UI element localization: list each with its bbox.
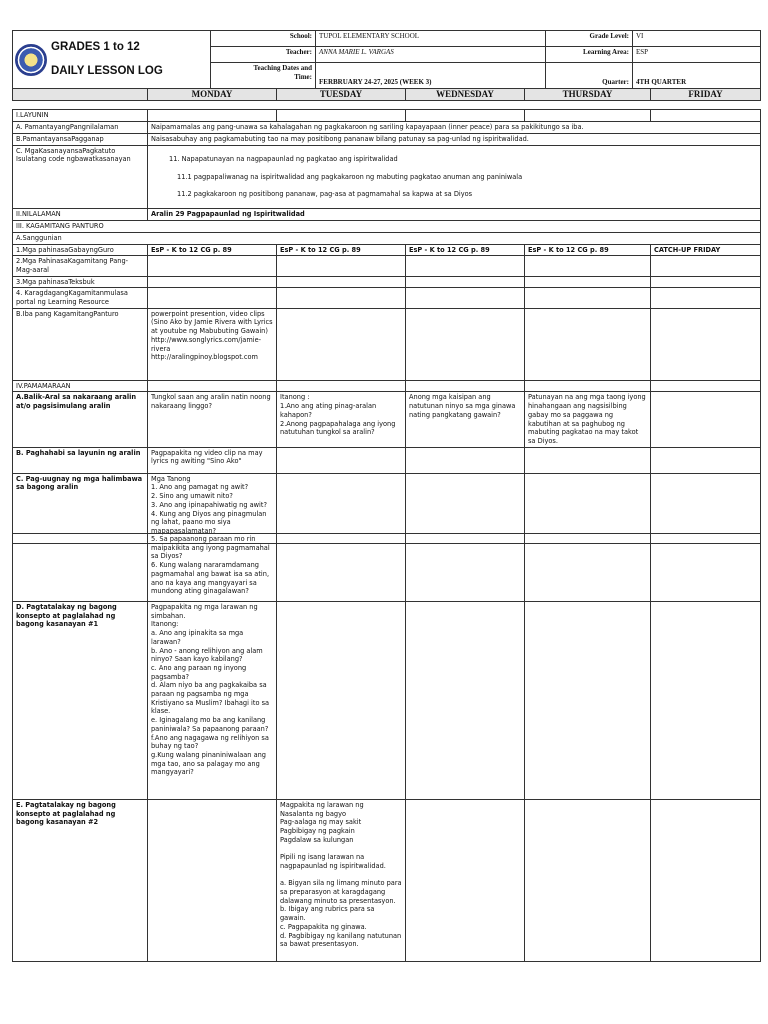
lesson-log-page-1 [12, 30, 760, 544]
balik-aral-monday: Tungkol saan ang aralin natin noong nakaraang linggo? [148, 392, 277, 447]
pamantayang-pangnilalaman-label: A. PamantayangPangnilalaman [13, 122, 148, 134]
iba-kagamitan-label: B.Iba pang KagamitangPanturo [13, 308, 148, 380]
karagdagang-kagamitan-label: 4. KaragdagangKagamitanmulasa portal ng Learning Resource [13, 288, 148, 308]
school-value: TUPOL ELEMENTARY SCHOOL [316, 31, 546, 47]
layunin-heading: I.LAYUNIN [13, 110, 148, 122]
learning-area-value: ESP [633, 46, 761, 62]
lesson-table-2 [12, 533, 761, 962]
teacher-label: Teacher: [211, 46, 316, 62]
pag-uugnay-monday: Mga Tanong 1. Ano ang pamagat ng awit? 2. Sino ang umawit nito? 3. Ano ang ipinapahiwatig ng awit? 4. Kung ang Diyos ang pinagmulan ng lahat, paano mo siya mapapasalamatan? [148, 473, 277, 543]
kasanayan-line-2: 11.1 pagpapaliwanag na ispiritwalidad ang pagkakaroon ng mabuting pagkatao anuman ang paniniwala [177, 172, 523, 181]
deped-seal-icon [15, 44, 47, 76]
gabay-cell-tuesday: EsP - K to 12 CG p. 89 [277, 244, 406, 256]
pamantayang-pangnilalaman-text: Naipamamalas ang pang-unawa sa kahalagahan ng pagkakaroon ng sariling kapayapaan (inner peace) para sa pakikitungo sa iba. [148, 122, 761, 134]
lesson-log-page-2 [12, 533, 760, 962]
day-header-wednesday: WEDNESDAY [406, 89, 525, 101]
pamantayan-pagganap-label: B.PamantayansaPagganap [13, 133, 148, 145]
lesson-table-1 [12, 109, 761, 543]
school-label: School: [211, 31, 316, 47]
gabay-cell-wednesday: EsP - K to 12 CG p. 89 [406, 244, 525, 256]
pagtatalakay-1-label: D. Pagtatalakay ng bagong konsepto at paglalahad ng bagong kasanayan #1 [13, 602, 148, 800]
nilalaman-label: II.NILALAMAN [13, 209, 148, 221]
title-line1: GRADES 1 to 12 [51, 41, 140, 54]
pag-uugnay-label: C. Pag-uugnay ng mga halimbawa sa bagong aralin [13, 473, 148, 543]
balik-aral-friday [651, 392, 761, 447]
day-header-tuesday: TUESDAY [277, 89, 406, 101]
balik-aral-label: A.Balik-Aral sa nakaraang aralin at/o pagsisimulang aralin [13, 392, 148, 447]
quarter-label: Quarter: [546, 62, 633, 89]
nilalaman-text: Aralin 29 Pagpapaunlad ng Ispiritwalidad [148, 209, 761, 221]
pagtatalakay-1-monday: Pagpapakita ng mga larawan ng simbahan. Itanong: a. Ano ang ipinakita sa mga larawan? b. Ano - anong relihiyon ang alam ninyo? Saan kayo kabilang? c. Ano ang paraan ng inyong pagsamba? d. Alam niyo ba ang pagkakaiba sa paraan ng pagsamba ng mga Kristiyano sa Muslim? Ibahagi ito sa klase. e. Iginagalang mo ba ang kanilang paniniwala? Sa papaanong paraan? f.Ano ang nagagawa ng relihiyon sa buhay ng tao? g.Kung walang pinaniniwalaan ang mga tao, ano sa palagay mo ang mangyayari? [148, 602, 277, 800]
kagamitan-heading: III. KAGAMITANG PANTURO [13, 221, 761, 233]
grade-level-label: Grade Level: [546, 31, 633, 47]
header-table [12, 30, 761, 89]
pag-uugnay-continued-label [13, 534, 148, 602]
day-header-friday: FRIDAY [651, 89, 761, 101]
gabay-cell-monday: EsP - K to 12 CG p. 89 [148, 244, 277, 256]
corner-cell [13, 89, 148, 101]
title-line2: DAILY LESSON LOG [51, 65, 163, 78]
pang-mag-aaral-label: 2.Mga PahinasaKagamitang Pang-Mag-aaral [13, 256, 148, 276]
learning-area-label: Learning Area: [546, 46, 633, 62]
pamantayan-pagganap-text: Naisasabuhay ang pagkamabuting tao na may positibong pananaw bilang patunay sa pag-unlad ng ispiritwalidad. [148, 133, 761, 145]
grade-level-value: VI [633, 31, 761, 47]
pagtatalakay-2-tuesday: Magpakita ng larawan ng Nasalanta ng bagyo Pag-aalaga ng may sakit Pagbibigay ng pagkain Pagdalaw sa kulungan Pipili ng isang larawan na nagpapaunlad ng ispiritwalidad. a. Bigyan sila ng limang minuto para sa preparasyon at karagdagang dalawang minuto sa presentasyon. b. Ibigay ang rubrics para sa gawain. c. Pagpapakita ng ginawa. d. Pagbibigay ng kanilang natutunan sa bawat presentasyon. [277, 800, 406, 962]
sanggunian-heading: A.Sanggunian [13, 232, 761, 244]
kasanayan-label: C. MgaKasanayansaPagkatuto Isulatang code ngbawatkasanayan [13, 145, 148, 209]
kasanayan-line-3: 11.2 pagkakaroon ng positibong pananaw, pag-asa at pagmamahal sa kapwa at sa Diyos [177, 190, 473, 199]
gabay-cell-friday: CATCH-UP FRIDAY [651, 244, 761, 256]
pagtatalakay-2-label: E. Pagtatalakay ng bagong konsepto at paglalahad ng bagong kasanayan #2 [13, 800, 148, 962]
day-header-thursday: THURSDAY [525, 89, 651, 101]
teacher-value: ANNA MARIE L. VARGAS [316, 46, 546, 62]
teaching-dates-label: Teaching Dates and Time: [211, 62, 316, 89]
title-block [13, 31, 211, 89]
iba-kagamitan-monday: powerpoint presention, video clips (Sino Ako by Jamie Rivera with Lyrics at youtube ng Mabubuting Gawain) http://www.songlyrics.com/jamie-rivera http://aralingpinoy.blogspot.com [148, 308, 277, 380]
gabay-cell-thursday: EsP - K to 12 CG p. 89 [525, 244, 651, 256]
teksbuk-label: 3.Mga pahinasaTeksbuk [13, 276, 148, 288]
balik-aral-tuesday: Itanong : 1.Ano ang ating pinag-aralan kahapon? 2.Anong pagpapahalaga ang iyong natutuhan tungkol sa aralin? [277, 392, 406, 447]
days-header-table [12, 88, 761, 101]
quarter-value: 4TH QUARTER [633, 62, 761, 89]
kasanayan-line-1: 11. Napapatunayan na nagpapaunlad ng pagkatao ang ispiritwalidad [169, 155, 398, 164]
balik-aral-thursday: Patunayan na ang mga taong iyong hinahangaan ang nagsisilbing gabay mo sa paggawa ng kabutihan at sa paghubog ng mabuting pagkatao na may takot sa Diyos. [525, 392, 651, 447]
pag-uugnay-continued-monday: 5. Sa papaanong paraan mo rin maipakikita ang iyong pagmamahal sa Diyos? 6. Kung walang nararamdamang pagmamahal ang bawat isa sa atin, ano na kaya ang mangyayari sa mundong ating ginagalawan? [148, 534, 277, 602]
pamamaraan-heading: IV.PAMAMARAAN [13, 380, 148, 392]
balik-aral-wednesday: Anong mga kaisipan ang natutunan ninyo sa mga ginawa nating pangkatang gawain? [406, 392, 525, 447]
paghahabi-label: B. Paghahabi sa layunin ng aralin [13, 447, 148, 473]
day-header-monday: MONDAY [148, 89, 277, 101]
paghahabi-monday: Pagpapakita ng video clip na may lyrics ng awiting "Sino Ako" [148, 447, 277, 473]
teaching-dates-value: FERBRUARY 24-27, 2025 (WEEK 3) [316, 62, 546, 89]
kasanayan-text [148, 145, 761, 209]
gabay-guro-label: 1.Mga pahinasaGabayngGuro [13, 244, 148, 256]
